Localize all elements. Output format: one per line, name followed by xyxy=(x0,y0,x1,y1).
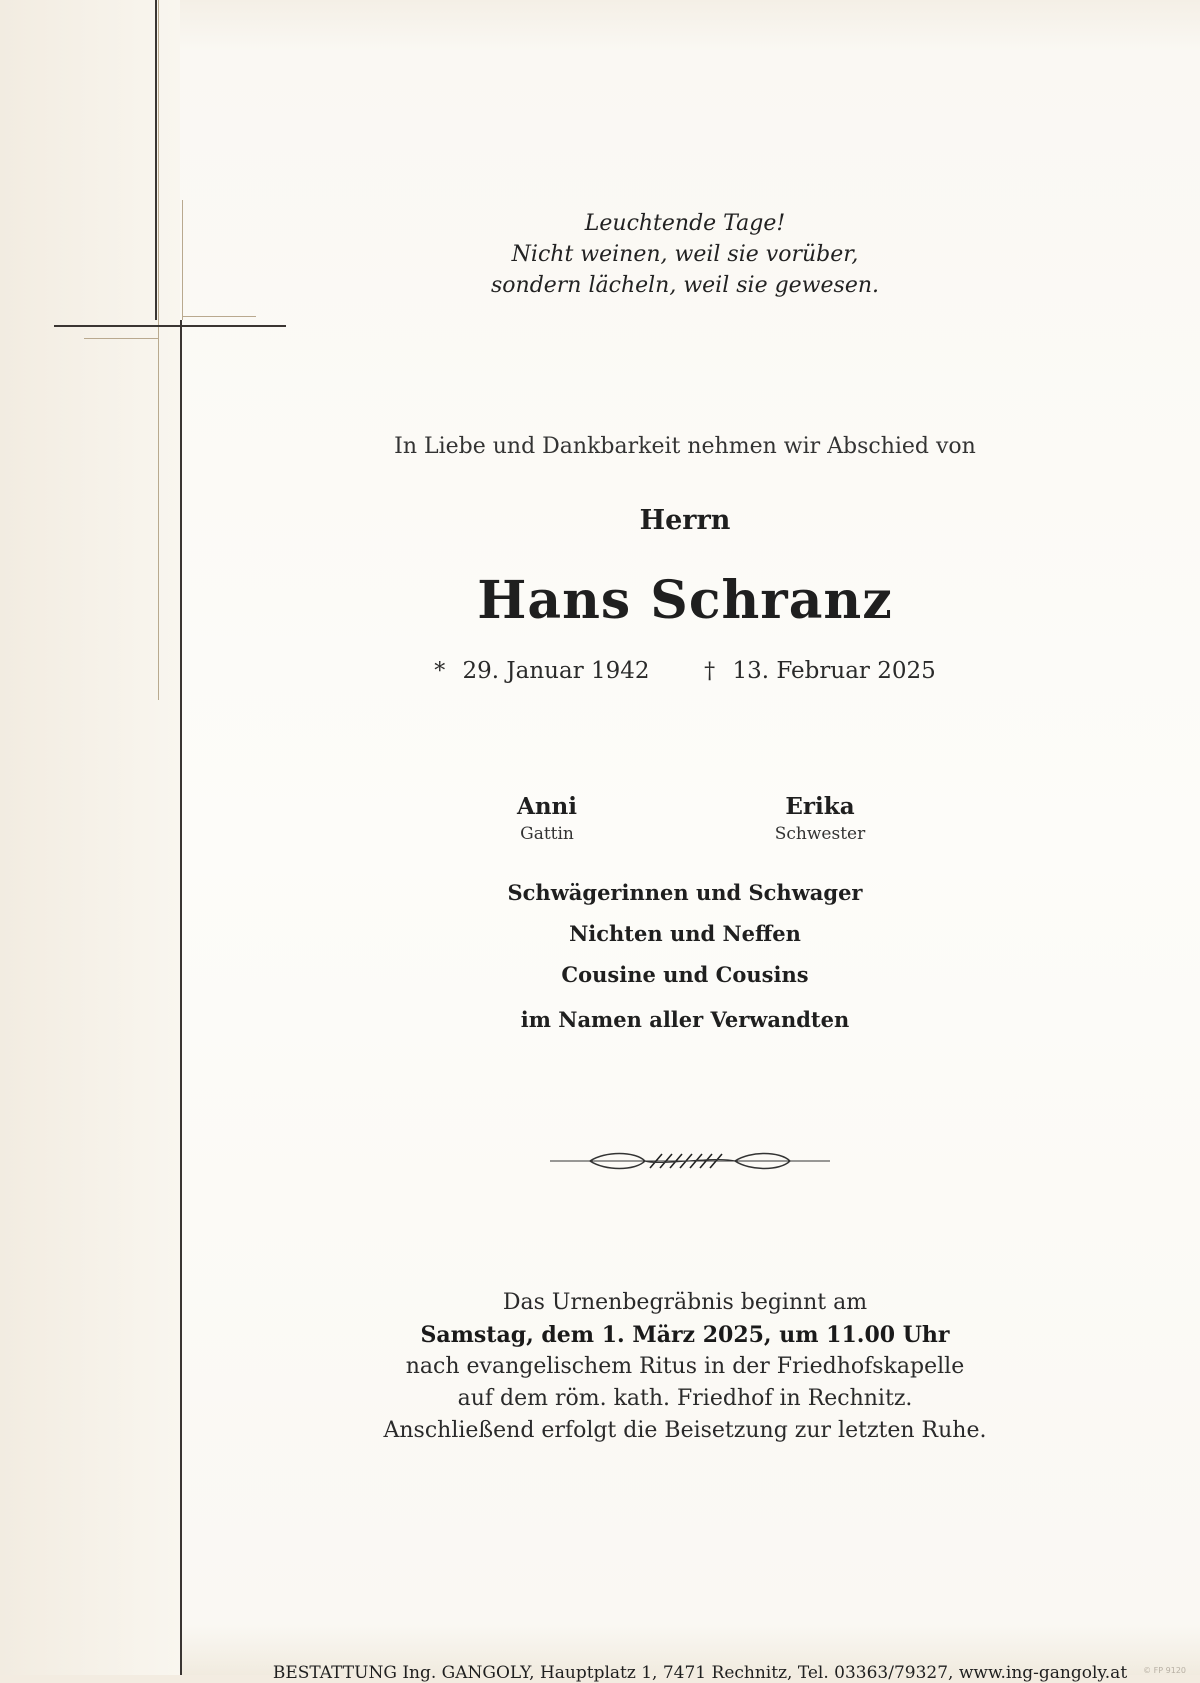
family-group: Schwägerinnen und Schwager xyxy=(507,880,863,905)
funeral-details xyxy=(240,1287,1130,1447)
mourner-relation: Schwester xyxy=(774,824,866,844)
funeral-home-footer: BESTATTUNG Ing. GANGOLY, Hauptplatz 1, 7471 Rechnitz, Tel. 03363/79327, www.ing-gangoly.at xyxy=(272,1663,1128,1683)
motto-line: Nicht weinen, weil sie vorüber, xyxy=(511,242,859,267)
funeral-date-time: Samstag, dem 1. März 2025, um 11.00 Uhr xyxy=(420,1322,950,1348)
motto-line: sondern lächeln, weil sie gewesen. xyxy=(490,273,880,298)
family-group: Cousine und Cousins xyxy=(561,962,809,987)
funeral-line: Anschließend erfolgt die Beisetzung zur letzten Ruhe. xyxy=(383,1418,987,1443)
print-code: © FP 9120 xyxy=(1143,1666,1186,1675)
mourner-relation: Gattin xyxy=(520,824,574,844)
deceased-title: Herrn xyxy=(639,505,731,536)
family-group: Nichten und Neffen xyxy=(569,921,801,946)
birth-date: 29. Januar 1942 xyxy=(462,658,650,684)
funeral-line: Das Urnenbegräbnis beginnt am xyxy=(502,1290,868,1315)
mourner xyxy=(437,793,657,844)
family-groups xyxy=(240,872,1130,995)
farewell-intro: In Liebe und Dankbarkeit nehmen wir Abschied von xyxy=(394,434,976,459)
mourner xyxy=(710,793,930,844)
funeral-line: auf dem röm. kath. Friedhof in Rechnitz. xyxy=(457,1386,913,1411)
closing-line: im Namen aller Verwandten xyxy=(520,1007,850,1032)
life-dates xyxy=(240,658,1130,684)
funeral-line: nach evangelischem Ritus in der Friedhofskapelle xyxy=(405,1354,965,1379)
mourner-name: Erika xyxy=(785,793,855,820)
mourner-name: Anni xyxy=(516,793,578,820)
death-cross-icon: † xyxy=(704,659,716,684)
motto xyxy=(240,208,1130,301)
death-date: 13. Februar 2025 xyxy=(732,658,936,684)
motto-line: Leuchtende Tage! xyxy=(584,211,786,236)
deceased-name: Hans Schranz xyxy=(477,570,893,631)
ornament-divider xyxy=(550,1146,830,1176)
birth-star-icon: * xyxy=(434,659,446,684)
